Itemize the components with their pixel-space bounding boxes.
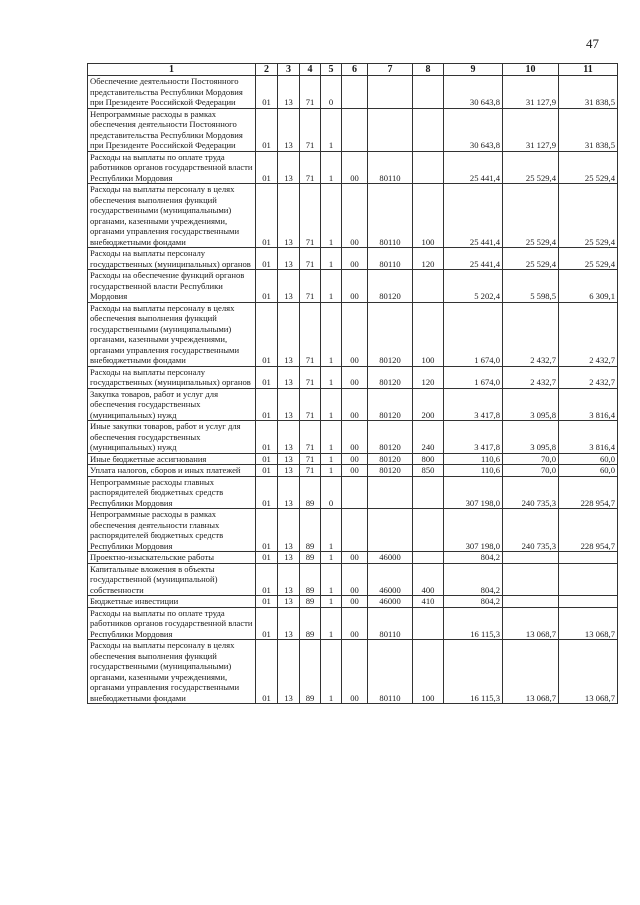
row-value-cell: 13 068,7: [559, 640, 618, 704]
row-value-cell: 2 432,7: [503, 366, 559, 388]
row-name-cell: Расходы на выплаты персоналу в целях обеспечения выполнения функций государственными (муниципальными) органами, казенными учреждениями, органами управления государственными внебюджетными фондами: [88, 184, 256, 248]
row-value-cell: 2 432,7: [503, 302, 559, 366]
row-value-cell: 31 127,9: [503, 108, 559, 151]
row-value-cell: 70,0: [503, 465, 559, 477]
row-name-cell: Непрограммные расходы главных распорядителей бюджетных средств Республики Мордовия: [88, 476, 256, 509]
table-row: [88, 366, 618, 388]
row-value-cell: 71: [300, 453, 321, 465]
row-value-cell: [368, 76, 413, 109]
row-value-cell: 80110: [368, 151, 413, 184]
row-value-cell: 89: [300, 509, 321, 552]
row-value-cell: [368, 476, 413, 509]
row-value-cell: 46000: [368, 552, 413, 564]
row-value-cell: 89: [300, 563, 321, 596]
table-row: [88, 465, 618, 477]
row-value-cell: 25 529,4: [503, 184, 559, 248]
row-value-cell: 6 309,1: [559, 270, 618, 303]
row-value-cell: 13: [278, 465, 300, 477]
table-row: [88, 596, 618, 608]
row-value-cell: 804,2: [444, 552, 503, 564]
row-value-cell: 00: [342, 607, 368, 640]
row-value-cell: 00: [342, 596, 368, 608]
row-value-cell: 80120: [368, 465, 413, 477]
row-name-cell: Иные закупки товаров, работ и услуг для обеспечения государственных (муниципальных) нужд: [88, 421, 256, 454]
row-value-cell: 01: [256, 607, 278, 640]
column-header: 7: [368, 64, 413, 76]
row-value-cell: 13: [278, 596, 300, 608]
row-value-cell: 1: [321, 563, 342, 596]
row-value-cell: 46000: [368, 596, 413, 608]
table-row: [88, 421, 618, 454]
row-value-cell: 80120: [368, 366, 413, 388]
row-value-cell: [413, 552, 444, 564]
table-row: [88, 509, 618, 552]
row-value-cell: 01: [256, 563, 278, 596]
row-name-cell: Закупка товаров, работ и услуг для обеспечения государственных (муниципальных) нужд: [88, 388, 256, 421]
row-value-cell: 80110: [368, 640, 413, 704]
row-value-cell: 13 068,7: [559, 607, 618, 640]
row-value-cell: 89: [300, 552, 321, 564]
row-value-cell: 200: [413, 388, 444, 421]
row-value-cell: 25 529,4: [559, 184, 618, 248]
row-value-cell: 13: [278, 302, 300, 366]
row-value-cell: 01: [256, 76, 278, 109]
row-value-cell: 13: [278, 476, 300, 509]
row-name-cell: Расходы на выплаты персоналу государственных (муниципальных) органов: [88, 248, 256, 270]
table-row: [88, 108, 618, 151]
row-value-cell: 0: [321, 476, 342, 509]
row-value-cell: 110,6: [444, 453, 503, 465]
table-row: [88, 607, 618, 640]
row-name-cell: Расходы на обеспечение функций органов государственной власти Республики Мордовия: [88, 270, 256, 303]
row-name-cell: Непрограммные расходы в рамках обеспечения деятельности Постоянного представительства Республики Мордовия при Президенте Российской Федерации: [88, 108, 256, 151]
row-value-cell: 00: [342, 302, 368, 366]
row-value-cell: 13: [278, 108, 300, 151]
row-value-cell: 01: [256, 640, 278, 704]
table-row: [88, 640, 618, 704]
row-value-cell: 1: [321, 421, 342, 454]
row-value-cell: 1: [321, 465, 342, 477]
row-value-cell: 71: [300, 108, 321, 151]
row-value-cell: 1: [321, 509, 342, 552]
row-value-cell: 13: [278, 509, 300, 552]
row-value-cell: 00: [342, 563, 368, 596]
row-value-cell: [342, 108, 368, 151]
row-value-cell: 13: [278, 366, 300, 388]
row-value-cell: 01: [256, 151, 278, 184]
row-value-cell: [503, 552, 559, 564]
row-value-cell: 1: [321, 302, 342, 366]
row-value-cell: [503, 563, 559, 596]
row-value-cell: 16 115,3: [444, 640, 503, 704]
row-name-cell: Иные бюджетные ассигнования: [88, 453, 256, 465]
row-value-cell: 71: [300, 270, 321, 303]
row-value-cell: 01: [256, 388, 278, 421]
row-value-cell: [413, 151, 444, 184]
row-value-cell: 13 068,7: [503, 607, 559, 640]
table-row: [88, 453, 618, 465]
row-value-cell: 0: [321, 76, 342, 109]
row-name-cell: Уплата налогов, сборов и иных платежей: [88, 465, 256, 477]
row-value-cell: [342, 509, 368, 552]
row-value-cell: 01: [256, 596, 278, 608]
row-value-cell: 71: [300, 302, 321, 366]
row-value-cell: 00: [342, 388, 368, 421]
row-value-cell: 240 735,3: [503, 509, 559, 552]
row-value-cell: 00: [342, 151, 368, 184]
row-value-cell: [413, 76, 444, 109]
row-value-cell: 01: [256, 366, 278, 388]
row-value-cell: 1 674,0: [444, 302, 503, 366]
row-value-cell: 1: [321, 248, 342, 270]
row-value-cell: 13: [278, 248, 300, 270]
row-value-cell: 13 068,7: [503, 640, 559, 704]
row-value-cell: 800: [413, 453, 444, 465]
row-value-cell: 00: [342, 270, 368, 303]
row-value-cell: 25 529,4: [559, 151, 618, 184]
table-row: [88, 184, 618, 248]
row-value-cell: 1: [321, 552, 342, 564]
row-value-cell: [413, 509, 444, 552]
row-value-cell: 13: [278, 453, 300, 465]
table-row: [88, 248, 618, 270]
row-value-cell: 00: [342, 552, 368, 564]
row-value-cell: 228 954,7: [559, 476, 618, 509]
row-value-cell: 30 643,8: [444, 108, 503, 151]
row-value-cell: 31 127,9: [503, 76, 559, 109]
row-value-cell: 00: [342, 184, 368, 248]
table-row: [88, 151, 618, 184]
column-header: 9: [444, 64, 503, 76]
row-value-cell: 13: [278, 151, 300, 184]
row-value-cell: 89: [300, 640, 321, 704]
row-value-cell: [342, 76, 368, 109]
row-value-cell: [413, 607, 444, 640]
row-value-cell: 804,2: [444, 596, 503, 608]
row-value-cell: 71: [300, 421, 321, 454]
row-value-cell: 01: [256, 476, 278, 509]
row-value-cell: 00: [342, 465, 368, 477]
column-header: 5: [321, 64, 342, 76]
row-value-cell: 3 417,8: [444, 388, 503, 421]
row-value-cell: 13: [278, 640, 300, 704]
row-value-cell: 13: [278, 421, 300, 454]
row-value-cell: 1: [321, 596, 342, 608]
table-row: [88, 76, 618, 109]
row-value-cell: 3 095,8: [503, 388, 559, 421]
row-value-cell: 100: [413, 640, 444, 704]
row-value-cell: 71: [300, 151, 321, 184]
row-value-cell: 80120: [368, 270, 413, 303]
row-name-cell: Расходы на выплаты персоналу государственных (муниципальных) органов: [88, 366, 256, 388]
row-value-cell: 13: [278, 76, 300, 109]
row-value-cell: 71: [300, 76, 321, 109]
row-value-cell: 89: [300, 607, 321, 640]
row-value-cell: 71: [300, 184, 321, 248]
row-value-cell: 100: [413, 302, 444, 366]
row-value-cell: 110,6: [444, 465, 503, 477]
row-name-cell: Расходы на выплаты персоналу в целях обеспечения выполнения функций государственными (муниципальными) органами, казенными учреждениями, органами управления государственными внебюджетными фондами: [88, 302, 256, 366]
row-value-cell: 5 202,4: [444, 270, 503, 303]
row-value-cell: 01: [256, 421, 278, 454]
row-value-cell: 25 529,4: [503, 151, 559, 184]
column-header: 11: [559, 64, 618, 76]
row-value-cell: 89: [300, 476, 321, 509]
row-value-cell: [503, 596, 559, 608]
row-value-cell: 804,2: [444, 563, 503, 596]
row-value-cell: 850: [413, 465, 444, 477]
row-value-cell: 01: [256, 108, 278, 151]
row-value-cell: 240: [413, 421, 444, 454]
row-value-cell: [342, 476, 368, 509]
row-value-cell: 01: [256, 302, 278, 366]
row-value-cell: 00: [342, 453, 368, 465]
row-value-cell: 13: [278, 563, 300, 596]
column-header: 1: [88, 64, 256, 76]
row-value-cell: 80120: [368, 302, 413, 366]
row-value-cell: 410: [413, 596, 444, 608]
row-name-cell: Обеспечение деятельности Постоянного представительства Республики Мордовия при Президенте Российской Федерации: [88, 76, 256, 109]
row-value-cell: 71: [300, 388, 321, 421]
row-value-cell: 60,0: [559, 465, 618, 477]
row-value-cell: 01: [256, 509, 278, 552]
row-value-cell: [559, 563, 618, 596]
row-value-cell: 120: [413, 366, 444, 388]
row-value-cell: 1: [321, 366, 342, 388]
row-value-cell: 3 095,8: [503, 421, 559, 454]
row-value-cell: [413, 270, 444, 303]
row-value-cell: 60,0: [559, 453, 618, 465]
row-value-cell: 3 816,4: [559, 388, 618, 421]
row-value-cell: 01: [256, 248, 278, 270]
row-value-cell: 100: [413, 184, 444, 248]
row-value-cell: 80110: [368, 184, 413, 248]
row-value-cell: 13: [278, 607, 300, 640]
row-value-cell: 16 115,3: [444, 607, 503, 640]
header-row: [88, 64, 618, 76]
table-row: [88, 388, 618, 421]
row-value-cell: [413, 476, 444, 509]
column-header: 6: [342, 64, 368, 76]
row-value-cell: 240 735,3: [503, 476, 559, 509]
row-value-cell: 80120: [368, 453, 413, 465]
row-name-cell: Расходы на выплаты по оплате труда работников органов государственной власти Республики Мордовия: [88, 607, 256, 640]
row-value-cell: 31 838,5: [559, 108, 618, 151]
row-value-cell: 46000: [368, 563, 413, 596]
row-value-cell: 2 432,7: [559, 302, 618, 366]
row-value-cell: 01: [256, 453, 278, 465]
row-name-cell: Капитальные вложения в объекты государственной (муниципальной) собственности: [88, 563, 256, 596]
row-name-cell: Расходы на выплаты по оплате труда работников органов государственной власти Республики Мордовия: [88, 151, 256, 184]
row-value-cell: 30 643,8: [444, 76, 503, 109]
row-value-cell: 13: [278, 552, 300, 564]
row-value-cell: [413, 108, 444, 151]
row-value-cell: 1: [321, 151, 342, 184]
row-value-cell: 13: [278, 270, 300, 303]
row-value-cell: 00: [342, 366, 368, 388]
row-value-cell: 1: [321, 388, 342, 421]
row-value-cell: 2 432,7: [559, 366, 618, 388]
row-value-cell: 00: [342, 248, 368, 270]
row-value-cell: 13: [278, 184, 300, 248]
row-value-cell: 25 529,4: [503, 248, 559, 270]
row-value-cell: 1: [321, 607, 342, 640]
row-value-cell: 01: [256, 552, 278, 564]
page-number: 47: [586, 36, 599, 51]
table-row: [88, 563, 618, 596]
column-header: 10: [503, 64, 559, 76]
row-value-cell: 70,0: [503, 453, 559, 465]
row-value-cell: 1: [321, 640, 342, 704]
table-row: [88, 302, 618, 366]
row-value-cell: 80120: [368, 388, 413, 421]
row-value-cell: 01: [256, 184, 278, 248]
row-value-cell: 89: [300, 596, 321, 608]
row-value-cell: 1: [321, 453, 342, 465]
column-header: 2: [256, 64, 278, 76]
row-value-cell: 71: [300, 366, 321, 388]
row-value-cell: 80110: [368, 607, 413, 640]
row-value-cell: [559, 552, 618, 564]
budget-table: [87, 63, 618, 704]
row-value-cell: 71: [300, 465, 321, 477]
table-row: [88, 476, 618, 509]
row-value-cell: 1: [321, 184, 342, 248]
row-value-cell: 80110: [368, 248, 413, 270]
row-value-cell: 307 198,0: [444, 476, 503, 509]
row-value-cell: 25 441,4: [444, 248, 503, 270]
row-value-cell: [368, 108, 413, 151]
table-row: [88, 552, 618, 564]
row-value-cell: 00: [342, 421, 368, 454]
table-row: [88, 270, 618, 303]
row-value-cell: 80120: [368, 421, 413, 454]
column-header: 3: [278, 64, 300, 76]
row-value-cell: 25 441,4: [444, 184, 503, 248]
row-value-cell: 1: [321, 270, 342, 303]
row-value-cell: 25 529,4: [559, 248, 618, 270]
row-name-cell: Непрограммные расходы в рамках обеспечения деятельности главных распорядителей бюджетных средств Республики Мордовия: [88, 509, 256, 552]
row-name-cell: Бюджетные инвестиции: [88, 596, 256, 608]
row-name-cell: Проектно-изыскательские работы: [88, 552, 256, 564]
row-value-cell: [559, 596, 618, 608]
row-value-cell: 400: [413, 563, 444, 596]
row-value-cell: 01: [256, 465, 278, 477]
row-value-cell: 228 954,7: [559, 509, 618, 552]
row-name-cell: Расходы на выплаты персоналу в целях обеспечения выполнения функций государственными (муниципальными) органами, казенными учреждениями, органами управления государственными внебюджетными фондами: [88, 640, 256, 704]
row-value-cell: 3 417,8: [444, 421, 503, 454]
row-value-cell: 3 816,4: [559, 421, 618, 454]
column-header: 8: [413, 64, 444, 76]
row-value-cell: 25 441,4: [444, 151, 503, 184]
row-value-cell: 307 198,0: [444, 509, 503, 552]
row-value-cell: 01: [256, 270, 278, 303]
row-value-cell: 71: [300, 248, 321, 270]
row-value-cell: 1 674,0: [444, 366, 503, 388]
column-header: 4: [300, 64, 321, 76]
row-value-cell: [368, 509, 413, 552]
row-value-cell: 31 838,5: [559, 76, 618, 109]
row-value-cell: 1: [321, 108, 342, 151]
row-value-cell: 13: [278, 388, 300, 421]
row-value-cell: 00: [342, 640, 368, 704]
row-value-cell: 120: [413, 248, 444, 270]
row-value-cell: 5 598,5: [503, 270, 559, 303]
